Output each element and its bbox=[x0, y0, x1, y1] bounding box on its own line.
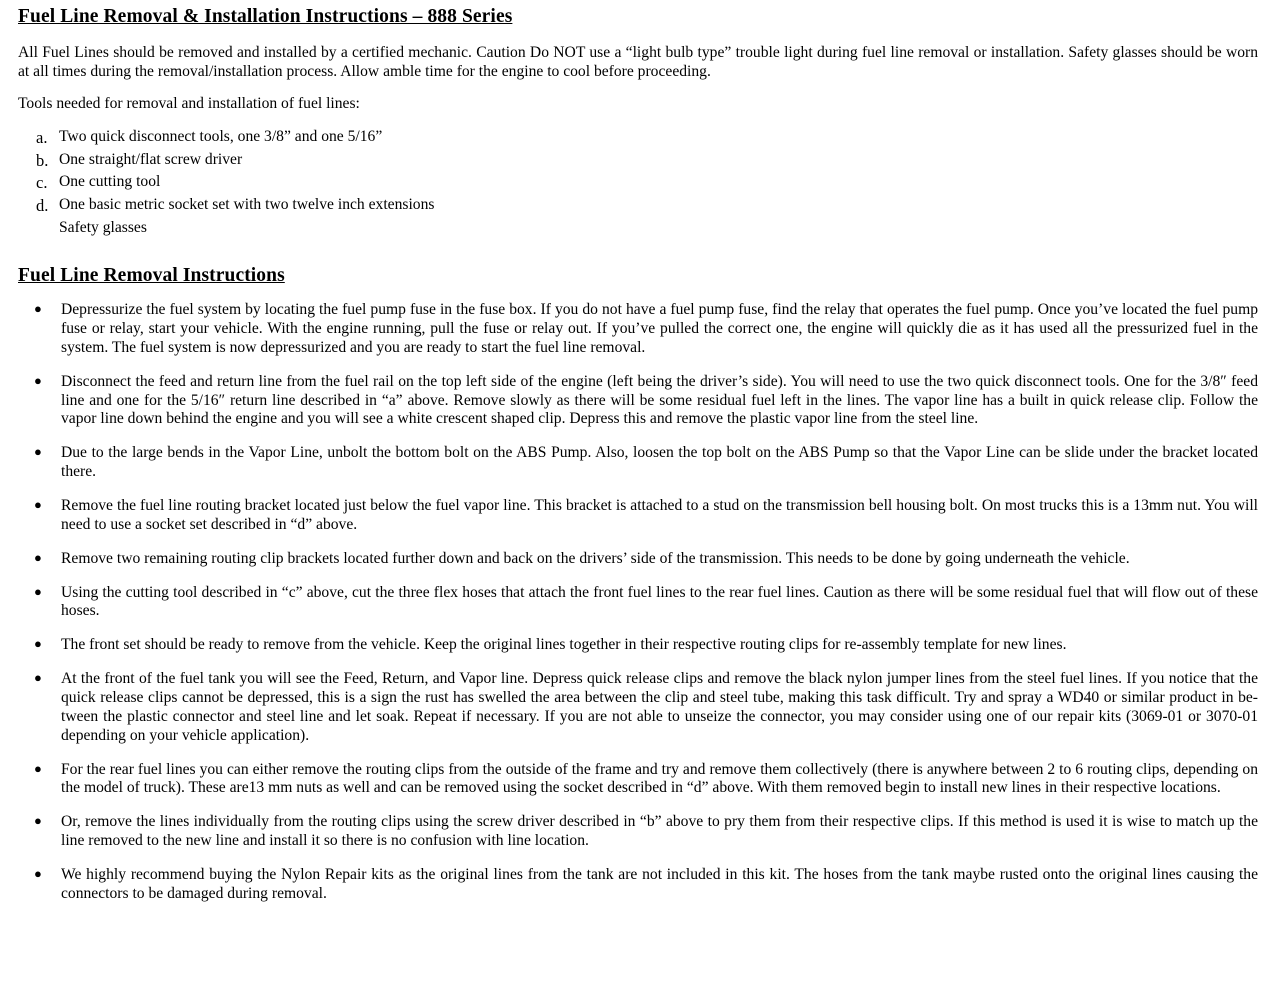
list-item bbox=[18, 126, 1258, 149]
list-marker: c. bbox=[36, 173, 48, 193]
list-item bbox=[18, 194, 1258, 217]
list-item-label: Disconnect the feed and return line from the fuel rail on the top left side of the engine (left being the driver’s side). You will need to use the two quick disconnect tools. One for the 3/8″ feed line and one for the 5/16″ return line described in “a” above. Remove slowly as there will be some residual fuel left in the lines. The vapor line has a built in quick release clip. Follow the vapor line down behind the engine and you will see a white crescent shaped clip. Depress this and remove the plastic vapor line from the steel line. bbox=[61, 372, 1258, 428]
list-item bbox=[18, 761, 1258, 799]
bullet-icon: ● bbox=[34, 444, 42, 460]
list-item bbox=[18, 373, 1258, 430]
tools-extra-item: Safety glasses bbox=[59, 218, 147, 236]
section-title-removal: Fuel Line Removal Instructions bbox=[18, 265, 285, 287]
tools-lead-text: Tools needed for removal and installation of fuel lines: bbox=[18, 95, 360, 113]
list-marker: b. bbox=[36, 150, 49, 170]
list-item-label: One cutting tool bbox=[59, 173, 161, 191]
list-item bbox=[18, 444, 1258, 482]
list-item-label: Remove the fuel line routing bracket located just below the fuel vapor line. This bracket is attached to a stud on the transmission bell housing bolt. On most trucks this is a 13mm nut. You will need to use a socket set described in “d” above. bbox=[61, 497, 1258, 533]
list-item-label: One straight/flat screw driver bbox=[59, 150, 243, 168]
list-item-label: We highly recommend buying the Nylon Repair kits as the original lines from the tank are not included in this kit. The hoses from the tank maybe rusted onto the original lines causing the connectors to be damaged during removal. bbox=[61, 866, 1258, 902]
list-item-label: The front set should be ready to remove from the vehicle. Keep the original lines together in their respective routing clips for re-assembly template for new lines. bbox=[61, 636, 1067, 654]
bullet-icon: ● bbox=[34, 301, 42, 317]
bullet-icon: ● bbox=[34, 813, 42, 829]
bullet-icon: ● bbox=[34, 549, 42, 565]
list-item bbox=[18, 670, 1258, 745]
bullet-icon: ● bbox=[34, 497, 42, 513]
bullet-icon: ● bbox=[34, 670, 42, 686]
list-item-label: Due to the large bends in the Vapor Line, unbolt the bottom bolt on the ABS Pump. Also, loosen the top bolt on the ABS Pump so that the Vapor Line can be slide under the bracket located there. bbox=[61, 444, 1258, 481]
list-item-label: Remove two remaining routing clip brackets located further down and back on the drivers’ side of the transmission. This needs to be done by going underneath the vehicle. bbox=[61, 549, 1130, 567]
list-item bbox=[18, 813, 1258, 851]
bullet-icon: ● bbox=[34, 372, 42, 388]
removal-steps-list bbox=[18, 301, 1258, 904]
list-item bbox=[18, 301, 1258, 358]
page-title: Fuel Line Removal & Installation Instructions – 888 Series bbox=[18, 6, 513, 27]
list-marker: d. bbox=[36, 195, 49, 215]
bullet-icon: ● bbox=[34, 636, 42, 652]
bullet-icon: ● bbox=[34, 583, 42, 599]
list-item bbox=[18, 171, 1258, 194]
list-item-label: Two quick disconnect tools, one 3/8” and one 5/16” bbox=[59, 128, 383, 146]
list-marker: a. bbox=[36, 128, 48, 148]
list-item bbox=[18, 584, 1258, 622]
intro-paragraph: All Fuel Lines should be removed and installed by a certified mechanic. Caution Do NOT use a “light bulb type” trouble light during fuel line removal or installation. Safety glasses should be worn at all times during the removal/installation process. Allow amble time for the engine to cool before proceeding. bbox=[18, 44, 1258, 80]
list-item bbox=[18, 866, 1258, 904]
list-item-label: Using the cutting tool described in “c” above, cut the three flex hoses that attach the front fuel lines to the rear fuel lines. Caution as there will be some residual fuel that will flow out of these hoses. bbox=[61, 583, 1258, 620]
list-item bbox=[18, 550, 1258, 569]
list-item-label: For the rear fuel lines you can either remove the routing clips from the outside of the frame and try and remove them collectively (there is anywhere between 2 to 6 routing clips, depending on the model of truck). These are13 mm nuts as well and can be removed using the socket described in “d” above. With them removed begin to install new lines in their respective locations. bbox=[61, 760, 1258, 797]
list-item bbox=[18, 149, 1258, 172]
list-item-label: One basic metric socket set with two twelve inch extensions bbox=[59, 195, 435, 213]
list-item bbox=[18, 497, 1258, 535]
list-item bbox=[18, 636, 1258, 655]
tools-list bbox=[18, 126, 1258, 216]
list-item-label: At the front of the fuel tank you will see the Feed, Return, and Vapor line. Depress quick release clips and remove the black nylon jumper lines from the steel fuel lines. If you notice that the quick release clips cannot be depressed, this is a sign the rust has swelled the area between the clip and steel tube, making this task difficult. Try and spray a WD40 or similar product in be-tween the plastic connector and steel line and let soak. Repeat if necessary. If you are not able to unseize the connector, you may consider using one of our repair kits (3069-01 or 3070-01 depending on your vehicle application). bbox=[61, 670, 1258, 744]
list-item-label: Or, remove the lines individually from the routing clips using the screw driver described in “b” above to pry them from their respective clips. If this method is used it is wise to match up the line removed to the new line and install it so there is no confusion with line location. bbox=[61, 813, 1258, 850]
bullet-icon: ● bbox=[34, 760, 42, 776]
bullet-icon: ● bbox=[34, 866, 42, 882]
list-item-label: Depressurize the fuel system by locating the fuel pump fuse in the fuse box. If you do not have a fuel pump fuse, find the relay that operates the fuel pump. Once you’ve located the fuel pump fuse or relay, start your vehicle. With the engine running, pull the fuse or relay out. If you’ve pulled the correct one, the engine will quickly die as it has used all the pressurized fuel in the system. The fuel system is now depressurized and you are ready to start the fuel line removal. bbox=[61, 301, 1258, 356]
